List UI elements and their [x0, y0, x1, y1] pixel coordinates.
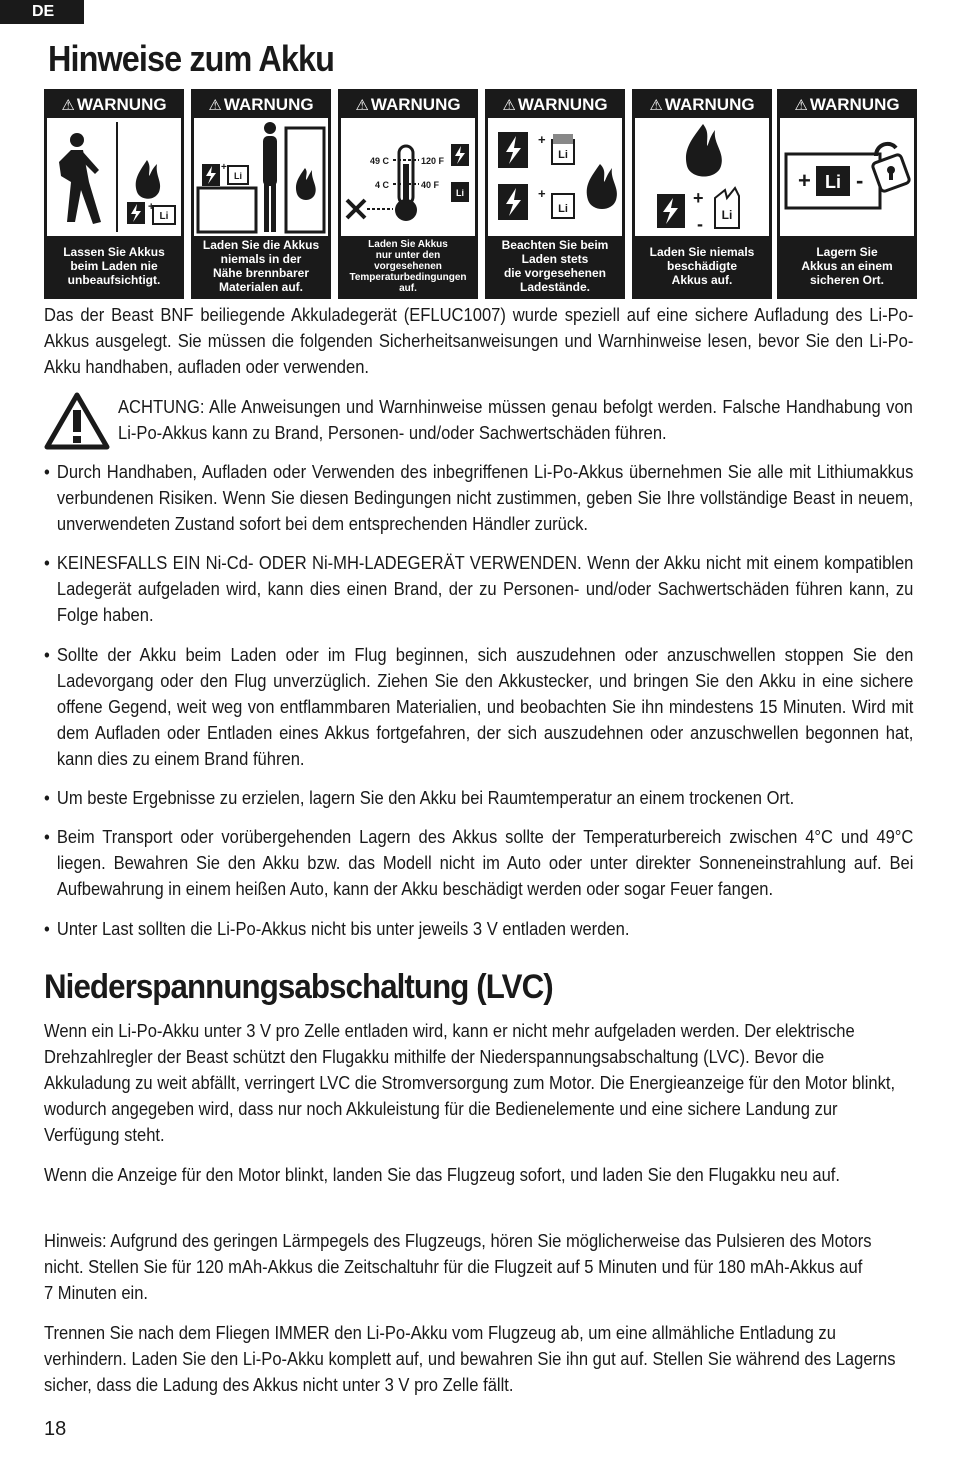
svg-text:-: - [856, 168, 864, 193]
svg-text:+: + [693, 188, 704, 208]
locked-battery-icon [780, 118, 914, 236]
temp-low-c: 4 C [374, 180, 389, 190]
warning-label: WARNUNG [370, 95, 461, 114]
warning-card-unattended [44, 89, 184, 299]
intro-paragraph: Das der Beast BNF beiliegende Akkuladegerät (EFLUC1007) wurde speziell auf eine sichere Aufladung des Li-Po-Akkus ausgelegt. Sie müssen die folgenden Sicherheitsanweisungen und Warnhinweise lesen, bevor Sie den Li-Po-Akku handhaben, aufladen oder verwenden. [44, 305, 914, 377]
warning-card-storage [777, 89, 917, 299]
warning-card-charge-levels [485, 89, 625, 299]
page-number: 18 [44, 1418, 67, 1440]
lvc-paragraph: Wenn die Anzeige für den Motor blinkt, landen Sie das Flugzeug sofort, und laden Sie den Flugakku neu auf. [44, 1165, 841, 1185]
page-title: Hinweise zum Akku [48, 38, 334, 79]
warning-pictogram-row [44, 89, 916, 299]
warning-triangle-icon: ⚠ [649, 97, 663, 114]
svg-text:-: - [697, 214, 703, 234]
caution-text: ACHTUNG: Alle Anweisungen und Warnhinweise müssen genau befolgt werden. Falsche Handhabung von Li-Po-Akkus kann zu Brand, Personen- und/oder Sachwertschäden führen. [118, 397, 913, 443]
warning-caption: Lagern Sie Akkus an einem sicheren Ort. [801, 245, 893, 287]
warning-card-damaged [632, 89, 772, 299]
warning-card-temperature [338, 89, 478, 299]
lvc-paragraph: Trennen Sie nach dem Fliegen IMMER den Li-Po-Akku vom Flugzeug ab, um eine allmähliche Entladung zu verhindern. Laden Sie den Li-Po-Akku komplett auf, und bewahren Sie ihn gut auf. Stellen Sie während des Lagerns sicher, dass die Ladung des Akkus nicht unter 3 V pro Zelle fällt. [44, 1323, 896, 1395]
battery-label: Li [159, 211, 169, 222]
list-item: • Sollte der Akku beim Laden oder im Flug beginnen, sich auszudehnen oder anzuschwellen stoppen Sie den Ladevorgang oder den Flug unverzüglich. Ziehen Sie den Akkustecker, und bringen Sie den Akku in eine sichere offene Gegend, weit weg von entflammbaren Materialien, und beobachten Sie ihn mindestens 15 Minuten. Wird mit dem Aufladen oder Entladen eines Akkus fortgefahren, der sich auszudehnen oder anzuschwellen begonnen hat, kann dies zu einem Brand führen. [44, 645, 914, 769]
warning-triangle-icon: ⚠ [61, 97, 75, 114]
warning-card-flammable [191, 89, 331, 299]
battery-label: Li [558, 149, 568, 161]
section-title-lvc: Niederspannungsabschaltung (LVC) [44, 968, 553, 1006]
language-tab: DE [0, 0, 84, 24]
warning-triangle-icon: ⚠ [355, 97, 369, 114]
warning-label: WARNUNG [76, 95, 167, 114]
temp-low-f: 40 F [421, 180, 440, 190]
battery-near-fire-icon [194, 118, 328, 236]
battery-label: Li [825, 172, 841, 192]
warning-triangle-icon: ⚠ [208, 97, 222, 114]
warning-caption: Laden Sie niemals beschädigte Akkus auf. [649, 245, 755, 287]
svg-text:+: + [538, 186, 546, 201]
list-item: • Um beste Ergebnisse zu erzielen, lagern Sie den Akku bei Raumtemperatur an einem trockenen Ort. [44, 788, 795, 808]
walking-person-icon [47, 118, 181, 236]
svg-text:+: + [538, 132, 546, 147]
svg-text:+: + [221, 162, 227, 173]
warning-label: WARNUNG [809, 95, 900, 114]
battery-charge-icon [488, 118, 622, 236]
damaged-battery-icon [635, 118, 769, 236]
warning-label: WARNUNG [517, 95, 608, 114]
battery-label: Li [234, 171, 242, 181]
list-item: • Beim Transport oder vorübergehenden Lagern des Akkus sollte der Temperaturbereich zwischen 4°C und 49°C liegen. Bewahren Sie den Akku bzw. das Modell nicht im Auto oder unter direkter Sonneneinstrahlung auf. Bei Aufbewahrung in einem heißen Auto, kann der Akku beschädigt werden oder sogar Feuer fangen. [44, 827, 914, 899]
list-item: • KEINESFALLS EIN Ni-Cd- ODER Ni-MH-LADEGERÄT VERWENDEN. Wenn der Akku nicht mit einem kompatiblen Ladegerät aufgeladen wird, kann dies einen Brand, der zu Personen- und/oder Sachwertschäden führen kann, zu Folge haben. [44, 553, 914, 625]
warning-label: WARNUNG [223, 95, 314, 114]
warning-label: WARNUNG [664, 95, 755, 114]
warning-caption: Laden Sie die Akkus niemals in der Nähe brennbarer Materialen auf. [202, 238, 320, 294]
temp-high-c: 49 C [369, 156, 389, 166]
list-item: • Durch Handhaben, Aufladen oder Verwenden des inbegriffenen Li-Po-Akkus übernehmen Sie alle mit Lithiumakkus verbundenen Risiken. Wenn Sie diesen Bedingungen nicht zustimmen, geben Sie Ihre vollständige Beast in neuem, unverwendeten Zustand sofort bei dem entsprechenden Händler zurück. [44, 462, 914, 534]
battery-label: Li [721, 208, 733, 222]
battery-label: Li [456, 188, 464, 198]
list-item: • Unter Last sollten die Li-Po-Akkus nicht bis unter jeweils 3 V entladen werden. [44, 919, 630, 939]
svg-text:+: + [148, 201, 155, 213]
warning-triangle-icon: ⚠ [794, 97, 808, 114]
warning-caption: Lassen Sie Akkus beim Laden nie unbeaufsichtigt. [63, 245, 165, 287]
svg-text:+: + [798, 168, 811, 193]
warning-triangle-icon: ⚠ [502, 97, 516, 114]
thermometer-icon [341, 118, 475, 236]
battery-label: Li [558, 203, 568, 215]
caution-triangle-icon [44, 392, 110, 450]
lvc-paragraph: Hinweis: Aufgrund des geringen Lärmpegels des Flugzeugs, hören Sie möglicherweise das Pulsieren des Motors nicht. Stellen Sie für 120 mAh-Akkus die Zeitschaltuhr für die Flugzeit auf 5 Minuten und für 180 mAh-Akkus auf 7 Minuten ein. [44, 1231, 872, 1303]
temp-high-f: 120 F [421, 156, 445, 166]
lvc-paragraph: Wenn ein Li-Po-Akku unter 3 V pro Zelle entladen wird, kann er nicht mehr aufgeladen werden. Der elektrische Drehzahlregler der Beast schützt den Flugakku mithilfe der Niederspannungsabschaltung (LVC). Bevor die Akkuladung zu weit abfällt, verringert LVC die Stromversorgung zum Motor. Die Energieanzeige für den Motor blinkt, wodurch angegeben wird, dass nur noch Akkuleistung für die Bedienelemente und eine sichere Landung zur Verfügung steht. [44, 1021, 896, 1145]
warning-caption: Laden Sie Akkus nur unter den vorgesehenen Temperaturbedingungen auf. [349, 238, 467, 294]
warning-caption: Beachten Sie beim Laden stets die vorgesehenen Ladestände. [501, 238, 609, 294]
